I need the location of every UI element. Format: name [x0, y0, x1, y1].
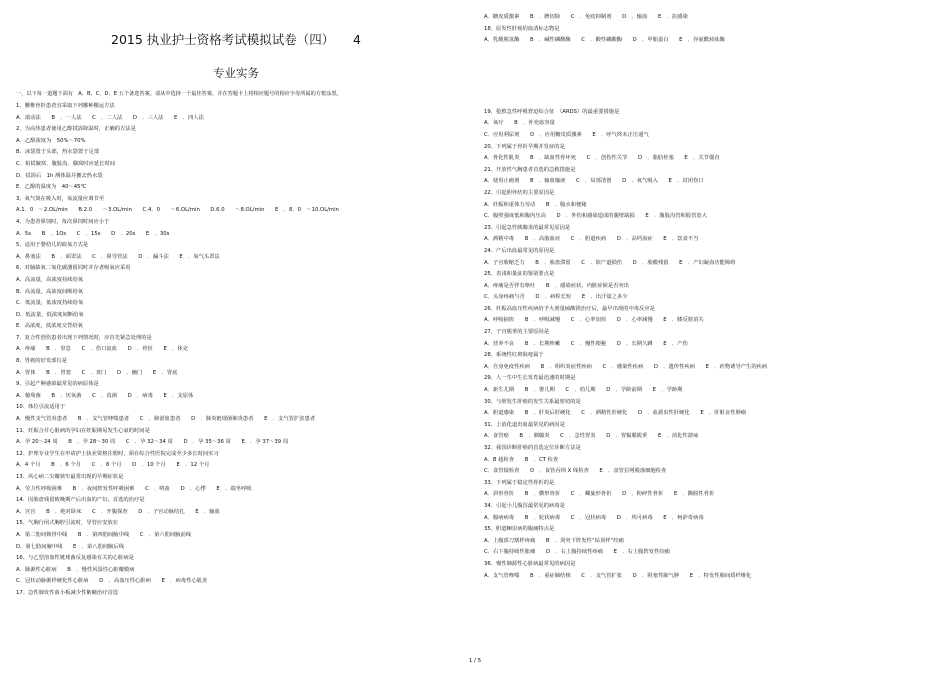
question-line: A．B 超检查 B ．CT 检查 — [484, 456, 559, 463]
question-line: E．高浓度，低浓度交替给氧 — [16, 323, 83, 330]
question-line: 7、复合性创伤患者出现下列情况时，应首先紧急处理的是 — [16, 334, 152, 341]
question-line: A．高流量，高浓度持续给氧 — [16, 276, 84, 283]
question-line: 4、为患者鼻饲时，每次鼻饲时间应小于 — [16, 218, 110, 225]
question-line: A．疼痛 B ．窒息 C ．伤口流血 D ．骨折 E ．休克 — [16, 346, 188, 353]
left-column — [16, 0, 456, 600]
right-question-list-bottom — [484, 107, 924, 582]
question-line: 26、妊娠高血压性疾病给予大剂量硫酸镁治疗后，最早出现的中毒反应是 — [484, 305, 655, 312]
question-line: 2、为高热患者使用乙醇拭浴降温时，正确的方法是 — [16, 126, 136, 133]
question-line: A．慢性支气管炎患者 B ．支气管哮喘患者 C ．肺淤血患者 D ．肺炎链球菌肺炎患者 E ．支气管扩张患者 — [16, 416, 316, 423]
question-line: 19、抢救急性呼吸窘迫综合征 （ARDS）的最重要措施是 — [484, 108, 620, 115]
question-line: A．腺病病毒 B ．轮状病毒 C ．冠状病毒 D ．埃可病毒 E ．柯萨奇病毒 — [484, 514, 704, 521]
question-line: A．妊娠和重体力劳动 B ．腹水和便秘 — [484, 201, 587, 208]
question-line: A．胆道感染 B ．肝炎后肝硬化 C ．酒精性肝硬化 D ．血源虫性肝硬化 E ．肝脏良性肿瘤 — [484, 410, 747, 417]
question-line: D．低流量，低浓度间断给氧 — [16, 311, 84, 318]
question-line: A．食管癌 B ．胰腺炎 C ．急性胃炎 D ．胃黏膜脱垂 E ．消化性溃疡 — [484, 433, 699, 440]
question-line: C．应用利尿剂 D ．应用糖皮质激素 E ．呼气终末正压通气 — [484, 131, 649, 138]
left-question-list — [16, 101, 456, 600]
question-line: A．滚动法 B ．一人法 C ．二人法 D ．三人法 E ．四人法 — [16, 114, 204, 121]
question-line: 15、气胸行闭式胸腔引流时，导管应安放在 — [16, 520, 119, 527]
question-line: A．鼻塞法 B ．面罩法 C ．鼻导管法 D ．漏斗法 E ．氧气头罩法 — [16, 253, 220, 260]
instructions: 一、以下每一道题下面有 A、B、C、D、E 五个备选答案。请从中选择一个最佳答案，并在答题卡上将相应题号的相应字母所属的方框涂黑。 — [16, 91, 342, 97]
question-line: A．糖皮质激素 B ．脾切除 C ．免疫抑制剂 D ．输血 E ．抗感染 — [484, 14, 688, 20]
question-line: E．乙醇的温度为 40～45℃ — [16, 184, 87, 191]
question-line: 22、引起胆外结的主要原因是 — [484, 189, 555, 196]
question-line: 28、系统性红斑狼疮属于 — [484, 352, 544, 359]
question-line: C．拍拭腋窝、腹股沟、腘窝时应延长时间 — [16, 160, 116, 167]
question-line: C．冠状动脉粥样硬化性心脏病 D ．高血压性心脏病 E ．病毒性心肌炎 — [16, 578, 208, 585]
question-line: 31、上消化道出血最常见的病因是 — [484, 421, 565, 428]
question-line: A．支气管哮喘 B ．重症肺结核 C ．支气管扩张 D ．阻塞性肺气肿 E ．特发性肺间质纤维化 — [484, 572, 752, 579]
question-line: B．高流量，高浓度间断给氧 — [16, 288, 84, 295]
question-line: 29、人一生中生长发育最迅速的时期是 — [484, 375, 576, 382]
question-line: C．食管镜检查 D ．食管吞钡 X 线检查 E ．食管拉网脱落细胞检查 — [484, 468, 667, 475]
question-line: A．上腹部刀割样疼痛 B ．剑突下阵发性“钻顶样”绞痛 — [484, 537, 624, 544]
right-question-list-top — [484, 12, 924, 47]
page-indicator: 1 / 5 — [468, 658, 482, 664]
question-line: A．宫宫 B ．绝对卧床 C ．开腹探查 D ．子宫动脉结扎 E ．输血 — [16, 508, 220, 515]
right-column — [484, 0, 924, 582]
question-line: 20、下列属于骨折早期并发症的是 — [484, 143, 565, 150]
question-line: A．乳酸脱氢酶 B ．碱性磷酸酶 C ．酸性磷酸酶 D ．甲胎蛋白 E ．谷氨酰转肽酶 — [484, 37, 725, 44]
question-line: A．营养不良 B ．长期咳嗽 C ．慢性便秘 D ．长期久蹲 E ．产伤 — [484, 340, 688, 347]
exam-title: 2015 执业护士资格考试模拟试卷（四） 4 — [111, 32, 361, 47]
question-line: 33、下列属于稳定性骨折的是 — [484, 479, 555, 486]
question-line: 17、急性肺发性血小板减少性紫癜治疗首选 — [16, 589, 119, 596]
question-line: 35、胆道蛔虫病的腹痛特点是 — [484, 526, 555, 533]
question-line: A．酒精中毒 B ．高脂血症 C ．胆道疾病 D ．高钙血症 E ．饮食不当 — [484, 236, 699, 243]
question-line: 8、胃癌的好发部位是 — [16, 358, 68, 365]
question-line: 6、对脑缺氧二氧化碳潴留同时并存者吸氧应采用 — [16, 265, 131, 272]
section-subtitle: 专业实务 — [213, 66, 259, 80]
question-line: C．头身疼痛与否 D ．病程长短 E ．出汗量之多少 — [484, 294, 628, 301]
question-line: A．疼痛是否伴有呕吐 B ．感染症状、内脏症候是否突出 — [484, 282, 629, 289]
question-line: A．乙醇浓度为 50%～70% — [16, 137, 86, 144]
question-line: A．胃体 B ．胃窦 C ．贲门 D ．幽门 E ．胃底 — [16, 369, 178, 376]
question-line: A．孕 20～24 周 B ．孕 28～30 周 C ．孕 32～34 周 D ．孕 35～36 周 E ．孕 37～39 周 — [16, 439, 289, 446]
question-line: A．使用止痛剂 B ．输血输液 C ．局部清创 D ．氧气吸入 E ．封闭伤口 — [484, 178, 704, 185]
question-line: 27、子宫脱垂的主要原因是 — [484, 329, 550, 336]
question-line: A．氧疗 B ．补充血容量 — [484, 120, 555, 127]
question-line: 16、与乙型溶血性链球菌反复感染有关的心脏病是 — [16, 555, 134, 562]
question-line: A．肺源性心脏病 B ．慢性风湿性心脏瓣膜病 — [16, 566, 135, 573]
question-line: 12、护理专业学生在申请护士执业资格注册时，须在综合性医院完成至少多长时间实习 — [16, 450, 219, 457]
question-line: 21、开放性气胸患者首选的急救措施是 — [484, 166, 576, 173]
question-line: B．冰袋置于头部，热水袋置于足部 — [16, 149, 100, 156]
question-line: 34、引起小儿腹泻最常见的病毒是 — [484, 502, 565, 509]
question-line: A．劳力性呼吸困难 B ．夜间阵发性呼吸困难 C ．咯血 D ．心悸 E ．端坐呼吸 — [16, 485, 252, 492]
question-line: 3、氧气筒在吸入时，氧流量应调节至 — [16, 195, 105, 202]
question-line: A．4 个月 B ．6 个月 C ．8 个月 D ．10 个月 E ．12 个月 — [16, 462, 210, 469]
question-line: 5、适用于婴幼儿的取氧方式是 — [16, 242, 89, 249]
question-line: A．斜形骨折 B ．横形骨折 C ．螺旋形骨折 D ．粉碎性骨折 E ．撕脱性骨折 — [484, 491, 715, 498]
question-line: C．低流量，低浓度持续给氧 — [16, 300, 84, 307]
question-line: A．骨化性肌炎 B ．缺血性骨坏死 C ．创伤性关节 D ．脂肪栓塞 E ．关节僵直 — [484, 155, 720, 162]
question-line: 32、我国诊断肝癌的首选定位诊断方法是 — [484, 445, 581, 451]
question-line: D．第七肋间腋中线 E ．第八肋间腋后线 — [16, 543, 125, 550]
question-line: C．右下腹持续性胀痛 D ．右上腹持续性疼痛 E ．右上腹阵发性绞痛 — [484, 549, 670, 556]
question-line: 23、引起急性胰腺炎的最常见原因是 — [484, 224, 571, 231]
question-line: A．新生儿期 B ．婴儿期 C ．幼儿期 D ．学龄前期 E ．学龄期 — [484, 387, 683, 394]
question-line: 18、原发性肝癌的血清标志物是 — [484, 25, 560, 32]
question-line: A．第二肋间锁骨中线 B ．第四肋间腋中线 C ．第六肋间腋前线 — [16, 531, 192, 538]
question-line: D．拭浴后 1h 测体温并撤去热水袋 — [16, 172, 103, 179]
question-line: A．葡萄菌 B ．厌氧菌 C ．真菌 D ．病毒 E ．支原体 — [16, 392, 194, 399]
question-line: 36、慢性肺源性心脏病最常见的病因是 — [484, 560, 576, 567]
question-line: 24、产后出血最常见的原因是 — [484, 247, 555, 254]
question-line: A．呼吸抽快 B ．呼吸减慢 C ．心率加快 D ．心率减慢 E ．膝反射消失 — [484, 317, 704, 324]
question-line: C．腹壁强度低和腹内压高 D ．外伤和感染造成的腹壁缺损 E ．腹股沟管和股管宽大 — [484, 213, 708, 220]
question-line: 9、引起产褥感染最常见的病原体是 — [16, 381, 99, 388]
blank-gap — [484, 47, 924, 107]
question-line: 30、与胆发生肝癌的发生关系最密切的是 — [484, 398, 581, 405]
question-line: 1、腰椎骨折患者宜采取下列哪种搬运方法 — [16, 103, 115, 109]
question-line: A．子宫收缩乏力 B ．胎盘滞留 C ．软产道损伤 D ．胎膜残留 E ．产妇凝血功能障碍 — [484, 259, 736, 266]
question-line: 10、体位引流适用于 — [16, 404, 66, 411]
question-line: 13、风心病二尖瓣狭窄最常出现的早期症状是 — [16, 474, 124, 480]
question-line: A.1．0 ～2.OL/min B.2.0 ～3.OL/min C.4．0 ～6.OL/min D.6.0 ～8.OL/min E ．8．0 ～10.OL/min — [16, 207, 339, 214]
question-line: 14、因胎盘残留致晚期产后出血的产妇，首选的治疗是 — [16, 497, 145, 504]
question-line: 25、表浅和量証的鉴别要点是 — [484, 271, 555, 278]
question-line: A．自身免疫性疾病 B ．组织炎症性疾病 C ．感染性疾病 D ．遗传性疾病 E ．药物诱导产生的疾病 — [484, 363, 768, 370]
question-line: A．5s B ．1Os C ．15s D ．20s E ．30s — [16, 230, 170, 237]
question-line: 11、妊娠合并心脏病的孕妇在妊娠期易发生心衰的时间是 — [16, 427, 150, 434]
